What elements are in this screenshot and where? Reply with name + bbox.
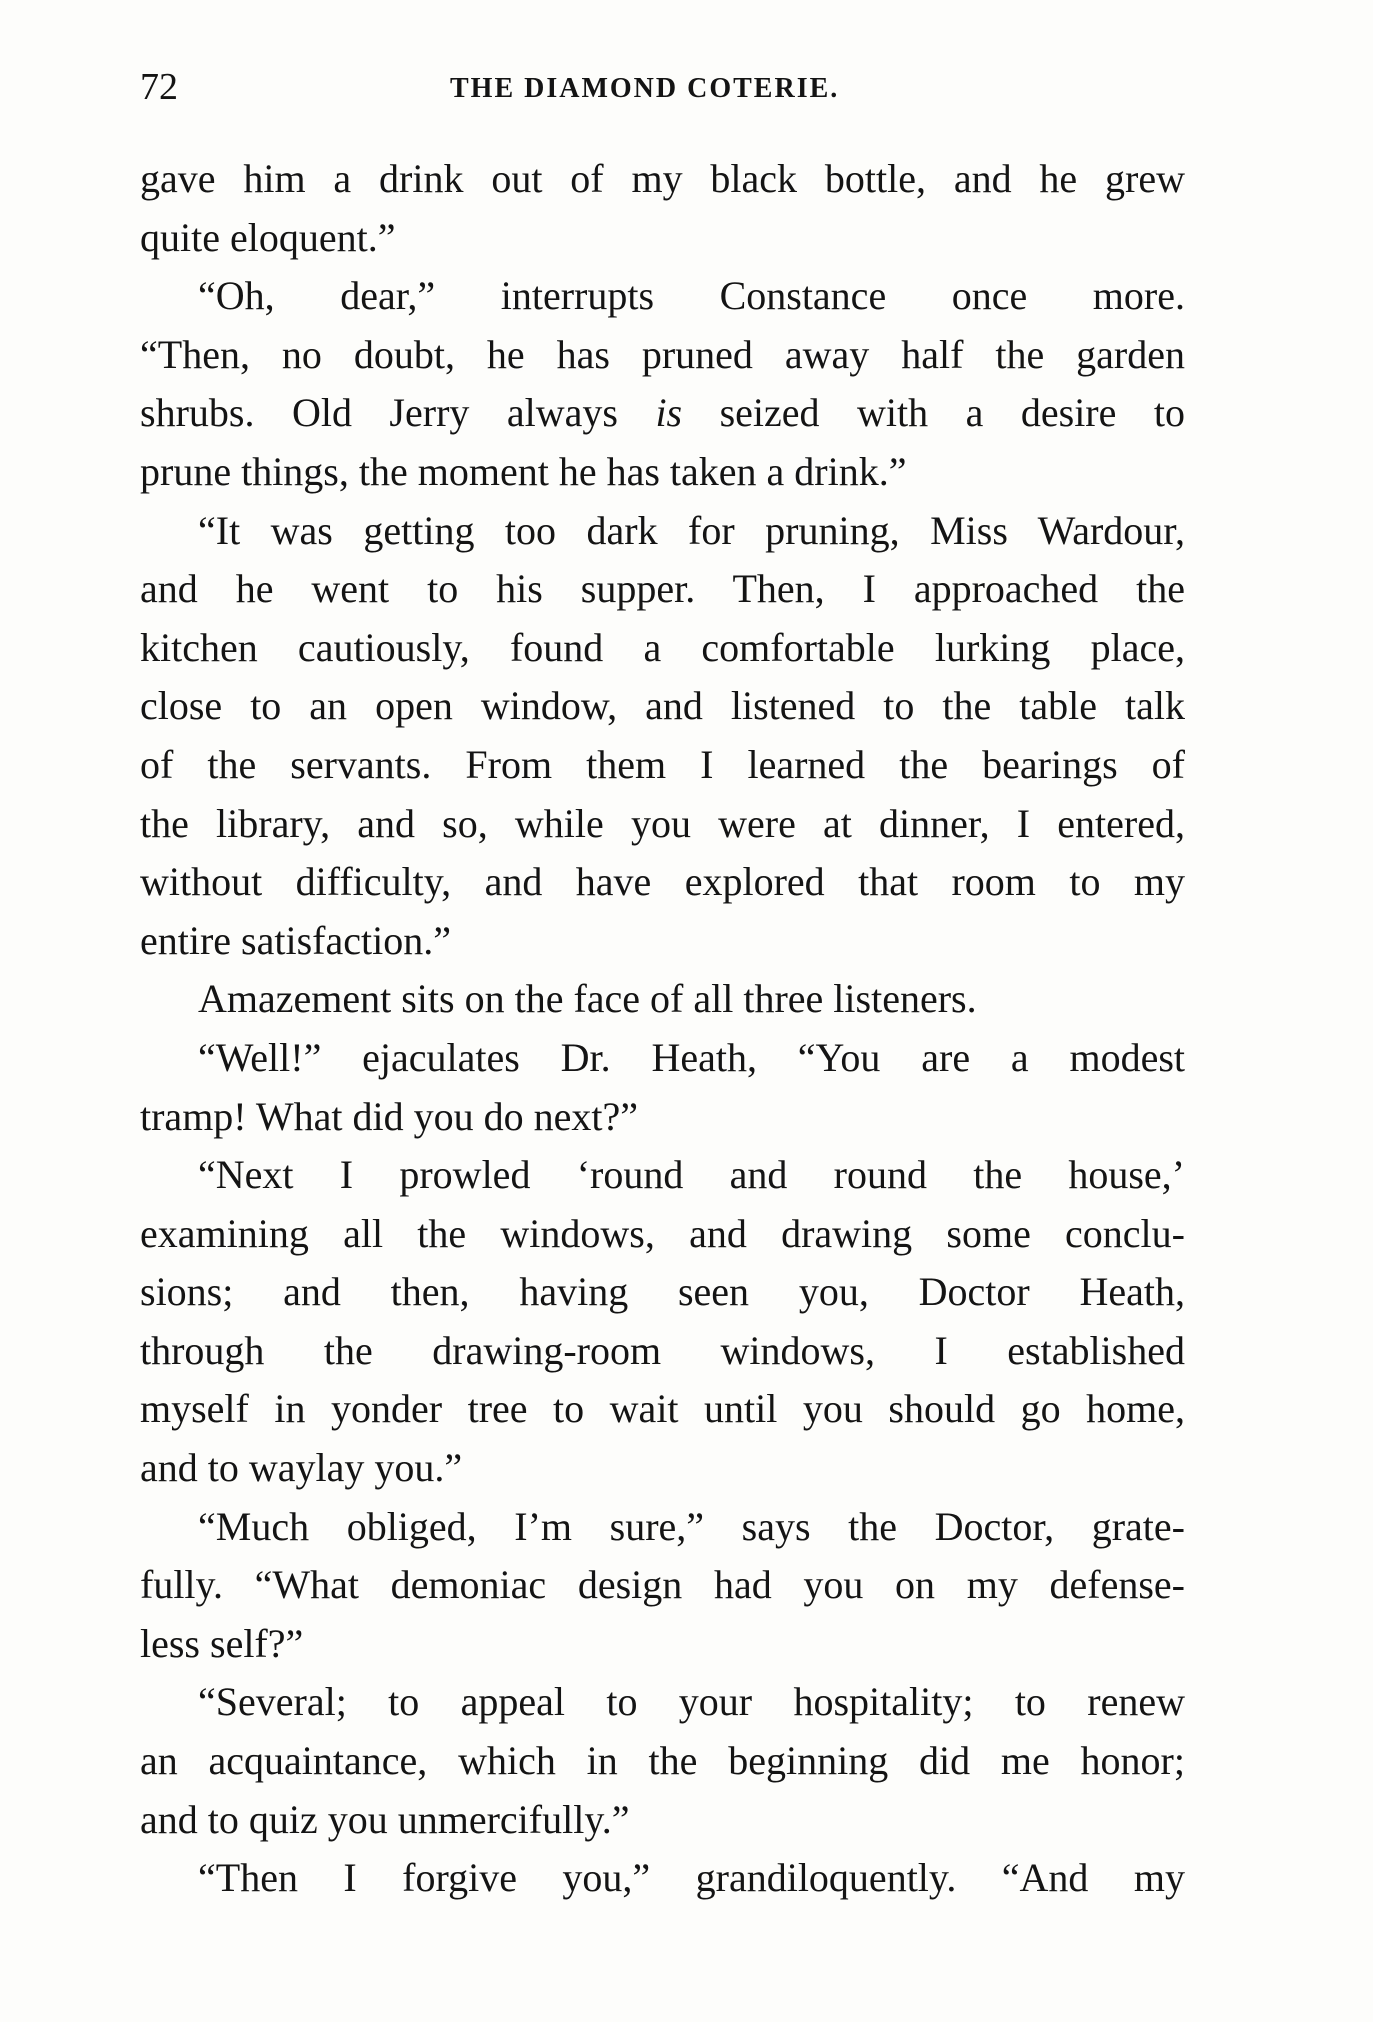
- text-line: Amazement sits on the face of all three listeners.: [198, 976, 977, 1022]
- running-head: THE DIAMOND COTERIE.: [450, 73, 840, 104]
- text-line: close to an open window, and listened to the table talk: [140, 683, 1185, 729]
- body-text: [140, 150, 1185, 1908]
- text-line: the library, and so, while you were at dinner, I entered,: [140, 800, 1185, 846]
- text-line: “Next I prowled ‘round and round the house,’: [198, 1152, 1185, 1198]
- text-line: through the drawing-room windows, I established: [140, 1327, 1185, 1373]
- text-line: quite eloquent.”: [140, 214, 396, 260]
- emphasis-is: is: [655, 390, 683, 436]
- text-line: an acquaintance, which in the beginning did me honor;: [140, 1738, 1185, 1784]
- text-line: kitchen cautiously, found a comfortable lurking place,: [140, 624, 1185, 670]
- text-line: less self?”: [140, 1620, 304, 1666]
- text-line: “Then I forgive you,” grandiloquently. “And my: [198, 1855, 1185, 1901]
- text-line: “Well!” ejaculates Dr. Heath, “You are a modest: [198, 1034, 1185, 1080]
- text-line: of the servants. From them I learned the bearings of: [140, 741, 1185, 787]
- text-line: and to quiz you unmercifully.”: [140, 1796, 630, 1842]
- text-line: fully. “What demoniac design had you on my defense-: [140, 1562, 1185, 1608]
- page-header: [140, 62, 1180, 112]
- text-line: prune things, the moment he has taken a drink.”: [140, 448, 907, 494]
- text-line: “Then, no doubt, he has pruned away half the garden: [140, 331, 1185, 377]
- text-line: tramp! What did you do next?”: [140, 1093, 639, 1139]
- text-line: and to waylay you.”: [140, 1445, 463, 1491]
- text-line: without difficulty, and have explored that room to my: [140, 859, 1185, 905]
- text-fragment: shrubs. Old Jerry always: [140, 390, 656, 436]
- text-line: [140, 384, 1185, 443]
- text-line: myself in yonder tree to wait until you should go home,: [140, 1386, 1185, 1432]
- text-line: “Several; to appeal to your hospitality; to renew: [198, 1679, 1185, 1725]
- text-line: sions; and then, having seen you, Doctor Heath,: [140, 1269, 1185, 1315]
- text-line: examining all the windows, and drawing some conclu-: [140, 1210, 1185, 1256]
- page-number: 72: [140, 66, 178, 108]
- text-line: “Much obliged, I’m sure,” says the Doctor, grate-: [198, 1503, 1185, 1549]
- text-line: “Oh, dear,” interrupts Constance once more.: [198, 273, 1185, 319]
- text-line: entire satisfaction.”: [140, 917, 451, 963]
- text-line: gave him a drink out of my black bottle, and he grew: [140, 156, 1185, 201]
- text-fragment: seized with a desire to: [682, 390, 1185, 436]
- text-line: “It was getting too dark for pruning, Miss Wardour,: [198, 507, 1185, 553]
- text-line: and he went to his supper. Then, I approached the: [140, 566, 1185, 612]
